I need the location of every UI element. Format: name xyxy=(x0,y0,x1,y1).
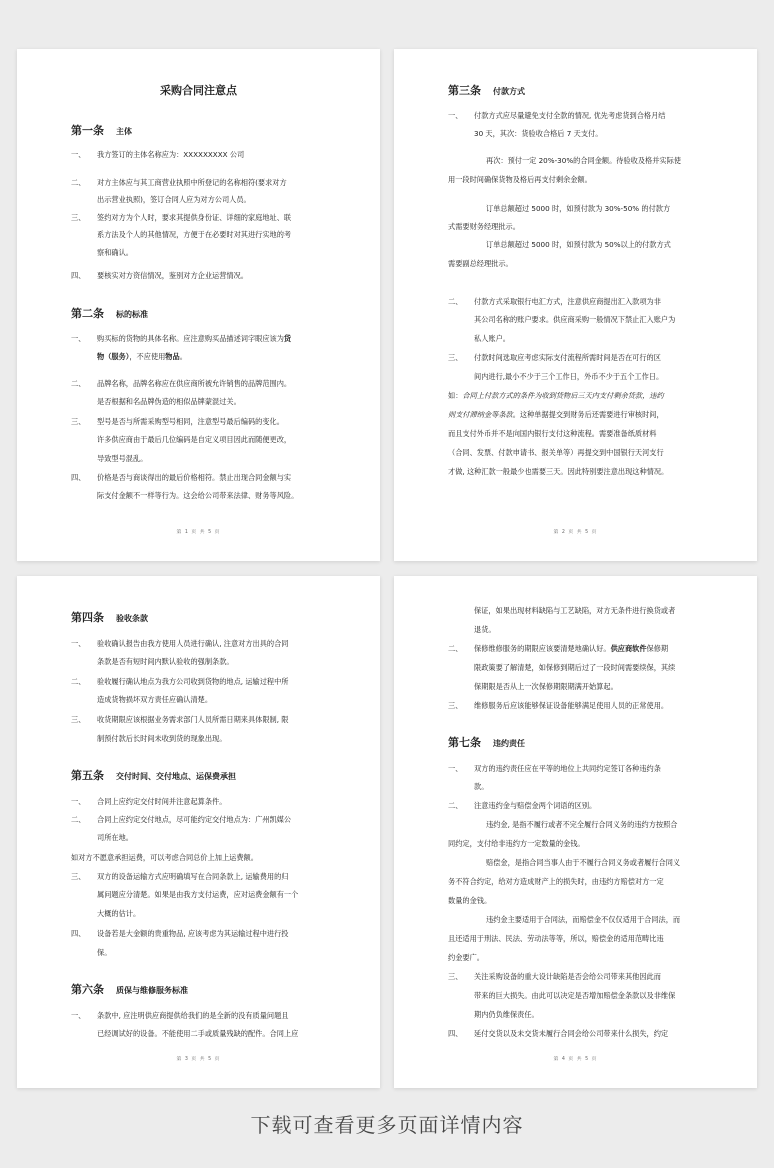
document-page-1 xyxy=(17,49,380,561)
clause-line: 四、 延付交货以及未交货未履行合同会给公司带来什么损失，约定 xyxy=(448,1029,669,1038)
page-number: 第 3 页 共 5 页 xyxy=(176,1057,221,1062)
clause-line: 保。 xyxy=(97,948,112,957)
section-heading-2 xyxy=(71,302,326,318)
clause-line: 限政策要了解清楚，如保修到期后过了一段时间需要续保，其续 xyxy=(474,663,676,672)
clause-line: 物（服务），不应使用物品。 xyxy=(97,352,187,361)
clause-line: 订单总额超过 5000 时，如预付款为 50%以上的付款方式 xyxy=(486,240,671,249)
clause-line: 期内仍负维保责任。 xyxy=(474,1010,539,1019)
clause-line: 司所在地。 xyxy=(97,833,133,842)
clause-line: 造成货物损坏双方责任应确认清楚。 xyxy=(97,695,213,704)
section-title: 违约责任 xyxy=(493,739,525,748)
section-heading-6 xyxy=(71,978,326,994)
section-number: 第五条 xyxy=(71,769,104,782)
page-number: 第 1 页 共 5 页 xyxy=(176,530,221,535)
clause-line: 一、 付款方式应尽量避免支付全款的情况, 优先考虑货到合格月结 xyxy=(448,111,666,120)
clause-line: 且还适用于刑法、民法、劳动法等等，所以，赔偿金的适用范畴比违 xyxy=(448,934,664,943)
clause-line: 察和确认。 xyxy=(97,248,133,257)
clause-line: 三、 维修服务后应该能够保证设备能够满足使用人员的正常使用。 xyxy=(448,701,669,710)
section-title: 主体 xyxy=(116,127,132,136)
section-heading-1 xyxy=(71,119,326,135)
document-title: 采购合同注意点 xyxy=(160,84,237,97)
clause-line: 保证，如果出现材料缺陷与工艺缺陷，对方无条件进行换货或者 xyxy=(474,606,676,615)
clause-line: 订单总额超过 5000 时，如预付款为 30%-50% 的付款方 xyxy=(486,204,671,213)
clause-line: 三、 签约对方为个人时，要求其提供身份证、详细的家庭地址、联 xyxy=(71,213,292,222)
clause-line: 已经调试好的设备。不能使用二手或质量残缺的配件。合同上应 xyxy=(97,1029,299,1038)
clause-line: 四、 设备若是大金额的贵重物品, 应该考虑为其运输过程中进行投 xyxy=(71,929,289,938)
clause-line: 间内进行,最小不少于三个工作日，外币不少于五个工作日。 xyxy=(474,372,664,381)
clause-line: 三、 付款时间选取应考虑实际支付流程所需时间是否在可行的区 xyxy=(448,353,661,362)
clause-line: 需要副总经理批示。 xyxy=(448,259,513,268)
clause-line: 如：合同上付款方式的条件为收到货物后三天内支付剩余货款，违约 xyxy=(448,391,664,400)
section-heading-5 xyxy=(71,764,326,780)
clause-line: 三、 双方的设备运输方式应明确填写在合同条款上, 运输费用的归 xyxy=(71,872,289,881)
page-number: 第 2 页 共 5 页 xyxy=(553,530,598,535)
clause-line: 出示营业执照)，签订合同人应为对方公司人员。 xyxy=(97,195,251,204)
section-title: 验收条款 xyxy=(116,614,148,623)
clause-line: 如对方不愿意承担运费，可以考虑合同总价上加上运费额。 xyxy=(71,853,258,862)
document-page-2 xyxy=(394,49,757,561)
clause-line: 则支付滞纳金等条款。这种单据提交到财务后还需要进行审核时间， xyxy=(448,410,664,419)
clause-line: 赔偿金，是指合同当事人由于不履行合同义务或者履行合同义 xyxy=(486,858,681,867)
clause-line: 保期限是否从上一次保修期限期满开始算起。 xyxy=(474,682,618,691)
clause-line: 二、 注意违约金与赔偿金两个词语的区别。 xyxy=(448,801,597,810)
clause-line: 违约金, 是指不履行或者不完全履行合同义务的违约方按照合 xyxy=(486,820,678,829)
clause-line: 式需要财务经理批示。 xyxy=(448,222,520,231)
clause-line: 二、 对方主体应与其工商营业执照中所登记的名称相符(要求对方 xyxy=(71,178,287,187)
clause-line: 二、 付款方式采取银行电汇方式，注意供应商提出汇入款项为非 xyxy=(448,297,661,306)
clause-line: 一、 购买标的货物的具体名称。应注意购买品描述词字眼应该为货 xyxy=(71,334,292,343)
clause-line: 条款是否有短时间内默认验收的强制条款。 xyxy=(97,657,234,666)
clause-line: 其公司名称的账户要求。供应商采购一般情况下禁止汇入账户为 xyxy=(474,315,676,324)
clause-line: 三、 关注采购设备的重大设计缺陷是否会给公司带来其他因此而 xyxy=(448,972,661,981)
clause-line: 二、 验收履行确认地点为我方公司收到货物的地点, 运输过程中所 xyxy=(71,677,289,686)
clause-line: 才做, 这种汇款一般最少也需要三天。因此特别要注意出现这种情况。 xyxy=(448,467,669,476)
clause-line: 二、 合同上应约定交付地点，尽可能约定交付地点为：广州凯媒公 xyxy=(71,815,292,824)
clause-line: （合同、发票、付款申请书、报关单等）再提交到中国银行天河支行 xyxy=(448,448,664,457)
clause-line: 一、 合同上应约定交付时间并注意起算条件。 xyxy=(71,797,227,806)
clause-line: 三、 型号是否与所需采购型号相同，注意型号最后编码的变化。 xyxy=(71,417,284,426)
clause-line: 一、 验收确认报告由我方使用人员进行确认, 注意对方出具的合同 xyxy=(71,639,289,648)
section-title: 付款方式 xyxy=(493,87,525,96)
clause-line: 用一段时间确保货物及格后再支付剩余金额。 xyxy=(448,175,592,184)
clause-line: 导致型号混乱。 xyxy=(97,454,148,463)
clause-line: 数量的金钱。 xyxy=(448,896,492,905)
section-heading-7 xyxy=(448,731,703,747)
clause-line: 属问题应分清楚。如果是由我方支付运费，应对运费金额有一个 xyxy=(97,890,299,899)
clause-line: 二、 品牌名称，品牌名称应在供应商所被允许销售的品牌范围内。 xyxy=(71,379,292,388)
download-more-caption: 下载可查看更多页面详情内容 xyxy=(250,1113,524,1137)
section-heading-3 xyxy=(448,79,703,95)
clause-line: 一、 双方的违约责任应在平等的地位上共同约定签订各种违约条 xyxy=(448,764,661,773)
clause-line: 再次：预付一定 20%-30%的合同金额。待验收及格并实际使 xyxy=(486,156,681,165)
section-number: 第六条 xyxy=(71,983,104,996)
clause-line: 是否根据和名品牌伪造的相似品牌蒙混过关。 xyxy=(97,397,241,406)
section-number: 第七条 xyxy=(448,736,481,749)
clause-line: 一、 条款中, 应注明供应商提供给我们的是全新的没有质量问题且 xyxy=(71,1011,289,1020)
section-number: 第一条 xyxy=(71,124,104,137)
clause-line: 四、 要核实对方资信情况，鉴别对方企业运营情况。 xyxy=(71,271,248,280)
clause-line: 同约定，支付给非违约方一定数量的金钱。 xyxy=(448,839,585,848)
clause-line: 四、 价格是否与商谈得出的最后价格相符。禁止出现合同金额与实 xyxy=(71,473,292,482)
clause-line: 许多供应商由于最后几位编码是自定义项目因此而随便更改， xyxy=(97,435,292,444)
document-page-3 xyxy=(17,576,380,1088)
clause-line: 约金要广。 xyxy=(448,953,484,962)
clause-line: 务不符合约定，给对方造成财产上的损失时，由违约方赔偿对方一定 xyxy=(448,877,664,886)
clause-line: 制预付款后长时间未收到货的现象出现。 xyxy=(97,734,227,743)
page-number: 第 4 页 共 5 页 xyxy=(553,1057,598,1062)
clause-line: 30 天，其次：货验收合格后 7 天支付。 xyxy=(474,129,603,138)
clause-line: 二、 保修维修服务的期限应该要清楚地确认好。供应商软件保修期 xyxy=(448,644,669,653)
clause-line: 款。 xyxy=(474,782,489,791)
section-number: 第四条 xyxy=(71,611,104,624)
clause-line: 退货。 xyxy=(474,625,496,634)
section-number: 第二条 xyxy=(71,307,104,320)
clause-line: 际支付金额不一样等行为。这会给公司带来法律、财务等风险。 xyxy=(97,491,299,500)
clause-line: 系方法及个人的其他情况，方便于在必要时对其进行实地的考 xyxy=(97,230,292,239)
section-title: 标的标准 xyxy=(116,310,148,319)
document-page-4 xyxy=(394,576,757,1088)
clause-line: 大概的估计。 xyxy=(97,909,141,918)
section-number: 第三条 xyxy=(448,84,481,97)
clause-line: 三、 收货期限应该根据业务需求部门人员所需日期来具体限制, 限 xyxy=(71,715,289,724)
clause-line: 带来的巨大损失。由此可以决定是否增加赔偿金条款以及非维保 xyxy=(474,991,676,1000)
clause-line: 违约金主要适用于合同法，而赔偿金不仅仅适用于合同法，而 xyxy=(486,915,681,924)
section-title: 交付时间、交付地点、运保费承担 xyxy=(116,772,236,781)
clause-line: 一、 我方签订的主体名称应为：XXXXXXXXX 公司 xyxy=(71,150,245,159)
section-title: 质保与维修服务标准 xyxy=(116,986,188,995)
section-heading-4 xyxy=(71,606,326,622)
clause-line: 而且支付外币并不是向国内银行支付这种流程。需要准备纸质材料 xyxy=(448,429,657,438)
clause-line: 私人账户。 xyxy=(474,334,510,343)
